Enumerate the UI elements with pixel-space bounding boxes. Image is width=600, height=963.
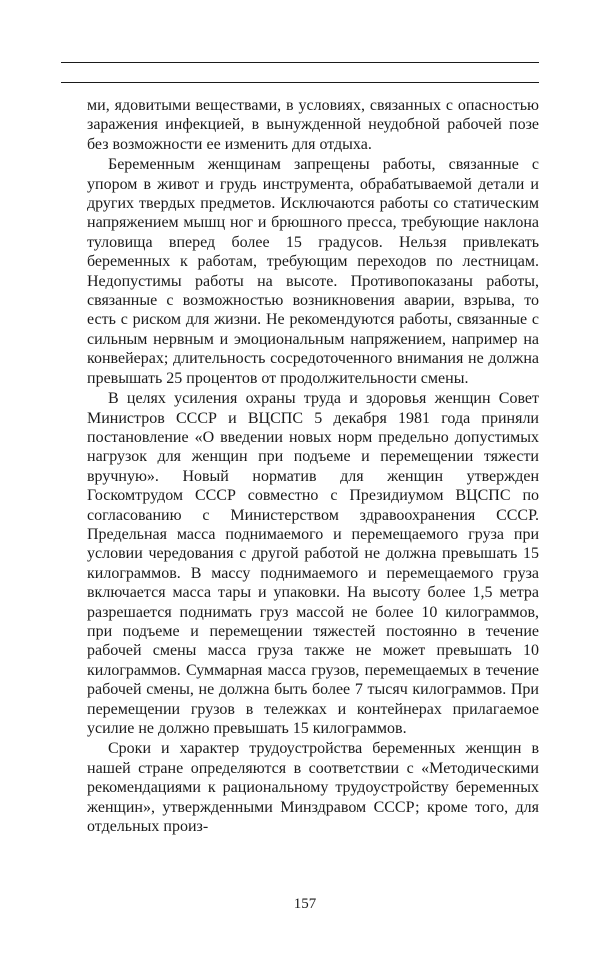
header-rule-bottom	[61, 82, 539, 83]
header-rule-top	[61, 62, 539, 63]
page-number: 157	[293, 896, 317, 912]
paragraph-continuation: ми, ядовитыми веществами, в условиях, связанных с опасностью заражения инфекцией, в вынужденной неудобной рабочей позе без возможности ее изменить для отдыха.	[87, 97, 539, 153]
paragraph-weight-norms: В целях усиления охраны труда и здоровья женщин Совет Министров СССР и ВЦСПС 5 декабря 1981 года приняли постановление «О введении новых норм предельно допустимых нагрузок для женщин при подъеме и перемещении тяжести вручную». Новый норматив для женщин утвержден Госкомтрудом СССР совместно с Президиумом ВЦСПС по согласованию с Министерством здравоохранения СССР. Предельная масса поднимаемого и перемещаемого груза при условии чередования с другой работой не должна превышать 15 килограммов. В массу поднимаемого и перемещаемого груза включается масса тары и упаковки. На высоту более 1,5 метра разрешается поднимать груз массой не более 10 килограммов, при подъеме и перемещении тяжестей постоянно в течение рабочей смены масса груза также не может превышать 10 килограммов. Суммарная масса грузов, перемещаемых в течение рабочей смены, не должна быть более 7 тысяч килограммов. При перемещении грузов в тележках и контейнерах прилагаемое усилие не должно превышать 15 килограммов.	[87, 390, 539, 737]
paragraph-pregnant-prohibitions: Беременным женщинам запрещены работы, связанные с упором в живот и грудь инструмента, обрабатываемой детали и других твердых предметов. Исключаются работы со статическим напряжением мышц ног и брюшного пресса, требующие наклона туловища вперед более 15 градусов. Нельзя привлекать беременных к работам, требующим переходов по лестницам. Недопустимы работы на высоте. Противопоказаны работы, связанные с возможностью возникновения аварии, взрыва, то есть с риском для жизни. Не рекомендуются работы, связанные с сильным нервным и эмоциональным напряжением, например на конвейерах; длительность сосредоточенного внимания не должна превышать 25 процентов от продолжительности смены.	[87, 156, 539, 387]
page-body	[87, 96, 539, 836]
paragraph-employment-terms: Сроки и характер трудоустройства беременных женщин в нашей стране определяются в соответствии с «Методическими рекомендациями к рациональному трудоустройству беременных женщин», утвержденными Минздравом СССР; кроме того, для отдельных произ-	[87, 740, 539, 836]
